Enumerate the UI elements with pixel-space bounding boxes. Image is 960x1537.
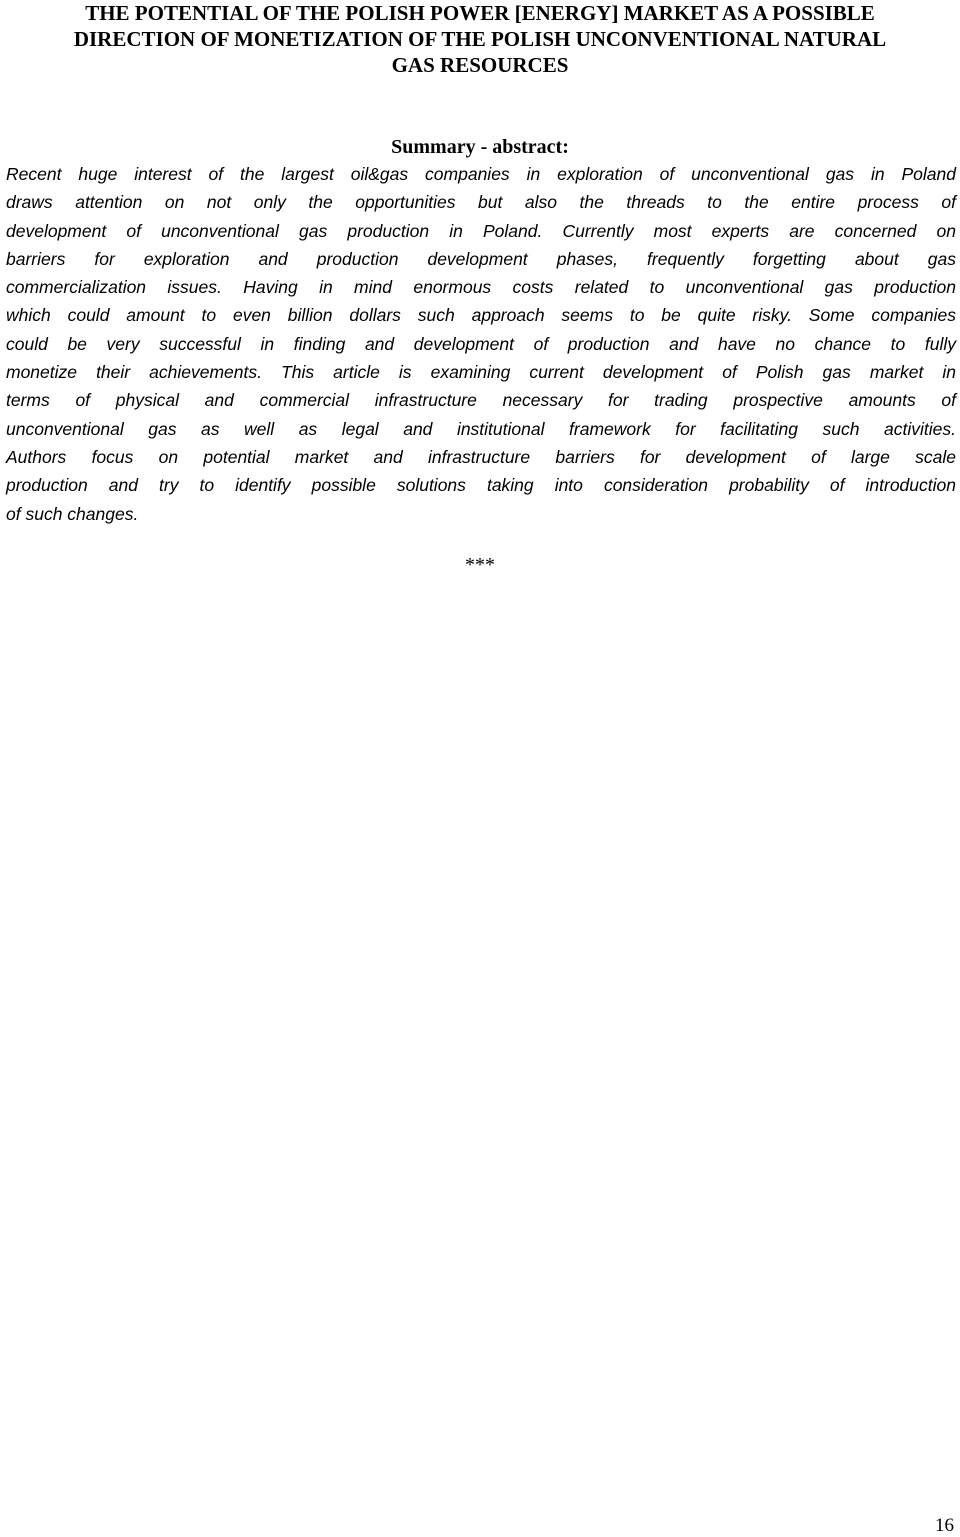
abstract-line: barriers for exploration and production development phases, frequently forgetting about gas [6,248,956,269]
abstract-line: monetize their achievements. This article is examining current development of Polish gas market in [6,362,956,383]
abstract-line: draws attention on not only the opportunities but also the threads to the entire process of [6,192,956,213]
abstract-line: terms of physical and commercial infrastructure necessary for trading prospective amounts of [6,390,956,411]
title-line: GAS RESOURCES [391,53,569,77]
abstract-line: production and try to identify possible solutions taking into consideration probability of introduction [6,475,956,496]
section-separator: *** [465,554,495,576]
abstract-line: unconventional gas as well as legal and institutional framework for facilitating such activities. [6,418,956,439]
title-line: THE POTENTIAL OF THE POLISH POWER [ENERGY] MARKET AS A POSSIBLE [85,1,875,25]
abstract-line: Authors focus on potential market and infrastructure barriers for development of large scale [6,446,956,467]
abstract-line: could be very successful in finding and development of production and have no chance to fully [6,333,956,354]
summary-heading: Summary - abstract: [391,136,569,158]
abstract-line: development of unconventional gas production in Poland. Currently most experts are concerned on [6,220,956,241]
abstract-text [6,160,956,528]
abstract-line: which could amount to even billion dollars such approach seems to be quite risky. Some companies [6,305,956,326]
abstract-line: of such changes. [6,503,139,524]
document-title [10,0,950,78]
page-number: 16 [935,1515,954,1536]
abstract-line: Recent huge interest of the largest oil&gas companies in exploration of unconventional gas in Poland [6,164,956,184]
abstract-line: commercialization issues. Having in mind enormous costs related to unconventional gas production [6,277,956,298]
title-line: DIRECTION OF MONETIZATION OF THE POLISH UNCONVENTIONAL NATURAL [73,27,887,51]
